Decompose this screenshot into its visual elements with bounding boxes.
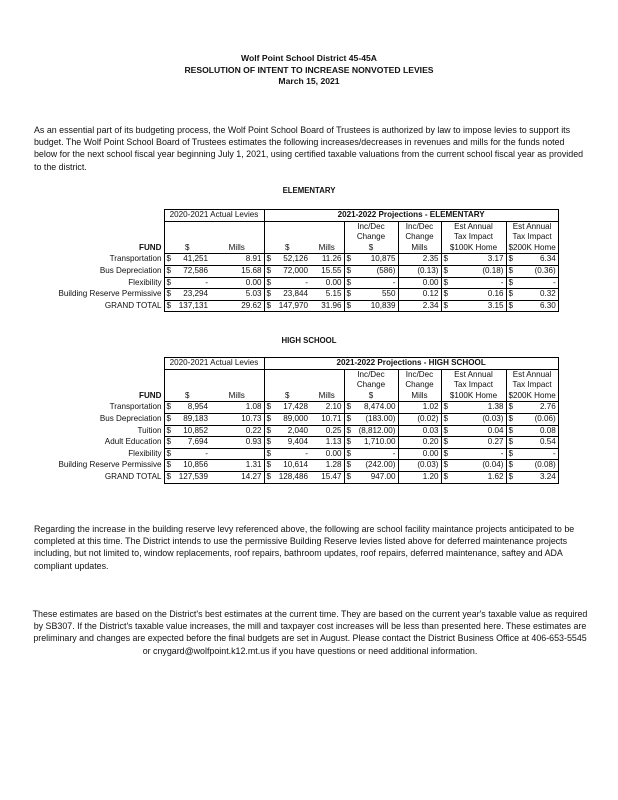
table-cell: Inc/Dec (344, 369, 398, 380)
table-header-row (30, 391, 558, 402)
table-cell: Flexibility (30, 448, 164, 460)
table-row (30, 448, 558, 460)
table-cell: $ (441, 460, 451, 472)
table-cell: $ (264, 277, 274, 289)
table-cell: 10,875 (354, 254, 398, 266)
table-cell: - (174, 448, 210, 460)
table-cell: - (274, 277, 310, 289)
table-cell: $ (506, 277, 516, 289)
table-cell: 23,294 (174, 289, 210, 301)
table-cell: $ (164, 300, 174, 312)
document-header (0, 53, 618, 88)
table-cell: $ (441, 277, 451, 289)
table-cell: Change (398, 232, 441, 243)
table-cell: $ (506, 448, 516, 460)
table-cell: $ (164, 425, 174, 437)
table-cell: (586) (354, 265, 398, 277)
table-cell: Tax Impact (506, 380, 558, 391)
table-cell: 15.55 (310, 265, 344, 277)
building-reserve-paragraph: Regarding the increase in the building reserve levy referenced above, the following are school facility maintance projects anticipated to be completed at this time. The District intends to use the permissive Building Reserve levies listed above for deferred maintenance projects including, but not limited to, window replacements, roof repairs, bathroom updates, roof repairs, deferred maintenance, saftey and ADA compliant updates. (34, 524, 575, 571)
table-cell: Mills (210, 243, 264, 254)
table-cell: $ (264, 300, 274, 312)
table-cell: 3.24 (516, 471, 558, 483)
table-header-row (30, 380, 558, 391)
table-cell: $ (506, 300, 516, 312)
table-cell: (0.06) (516, 413, 558, 425)
table-cell: $ (344, 448, 354, 460)
table-cell: 1.62 (451, 471, 506, 483)
table-group-header-row (30, 210, 558, 222)
table-cell (210, 448, 264, 460)
table-cell: - (451, 277, 506, 289)
table-cell: $ (164, 243, 210, 254)
table-cell: Bus Depreciation (30, 265, 164, 277)
table-cell: $ (164, 391, 210, 402)
projections-header: 2021-2022 Projections - HIGH SCHOOL (264, 358, 558, 370)
table-cell: (0.04) (451, 460, 506, 472)
table-cell: 0.08 (516, 425, 558, 437)
table-cell: (0.13) (398, 265, 441, 277)
table-cell: $ (506, 265, 516, 277)
table-cell: Bus Depreciation (30, 413, 164, 425)
table-cell: $ (264, 425, 274, 437)
table-cell: 0.27 (451, 437, 506, 449)
table-cell: 8,954 (174, 402, 210, 414)
table-cell: $ (164, 265, 174, 277)
actual-levies-header: 2020-2021 Actual Levies (164, 358, 264, 370)
table-row (30, 277, 558, 289)
table-cell: $100K Home (441, 391, 506, 402)
table-cell: Mills (318, 242, 335, 252)
table-cell: $ (284, 390, 290, 400)
table-cell: Adult Education (30, 437, 164, 449)
table-cell: GRAND TOTAL (30, 471, 164, 483)
table-cell: 72,000 (274, 265, 310, 277)
table-cell: 15.47 (310, 471, 344, 483)
table-cell: 0.93 (210, 437, 264, 449)
table-group-header-row (30, 358, 558, 370)
table-row (30, 265, 558, 277)
table-cell: $ (164, 254, 174, 266)
table-cell: 2.35 (398, 254, 441, 266)
table-cell: 1.02 (398, 402, 441, 414)
table-cell: 8,474.00 (354, 402, 398, 414)
table-cell: 947.00 (354, 471, 398, 483)
table-cell: 3.17 (451, 254, 506, 266)
table-cell: $200K Home (506, 243, 558, 254)
table-cell: (0.02) (398, 413, 441, 425)
table-cell: $ (344, 471, 354, 483)
table-cell: 2,040 (274, 425, 310, 437)
table-cell: $ (506, 437, 516, 449)
table-cell: $ (344, 460, 354, 472)
table-cell: Change (344, 380, 398, 391)
table-cell: Transportation (30, 254, 164, 266)
table-row (30, 460, 558, 472)
table-cell: $ (264, 265, 274, 277)
table-cell: $ (506, 413, 516, 425)
table-cell: 52,126 (274, 254, 310, 266)
resolution-date: March 15, 2021 (278, 76, 340, 86)
table-cell: 1,710.00 (354, 437, 398, 449)
table-cell: 1.13 (310, 437, 344, 449)
table-cell: Est Annual (506, 221, 558, 232)
table-cell: 128,486 (274, 471, 310, 483)
table-cell: $ (344, 265, 354, 277)
table-cell: 0.00 (398, 448, 441, 460)
highschool-levy-table (30, 357, 559, 484)
table-cell: (242.00) (354, 460, 398, 472)
table-cell: $200K Home (506, 391, 558, 402)
table-cell: $ (506, 460, 516, 472)
table-cell: 11.26 (310, 254, 344, 266)
table-cell: (8,812.00) (354, 425, 398, 437)
table-cell: $ (441, 289, 451, 301)
table-cell: $ (164, 471, 174, 483)
table-cell: $ (344, 437, 354, 449)
table-cell: 147,970 (274, 300, 310, 312)
table-cell: Inc/Dec (398, 369, 441, 380)
resolution-title: RESOLUTION OF INTENT TO INCREASE NONVOTED LEVIES (184, 64, 434, 75)
table-cell: 10.71 (310, 413, 344, 425)
table-cell: 10,856 (174, 460, 210, 472)
table-cell: 6.34 (516, 254, 558, 266)
table-cell: Flexibility (30, 277, 164, 289)
table-cell: 5.03 (210, 289, 264, 301)
table-cell: - (174, 277, 210, 289)
table-cell: $ (344, 413, 354, 425)
table-cell: - (354, 448, 398, 460)
table-cell: $ (506, 254, 516, 266)
table-cell: $ (506, 425, 516, 437)
elementary-title: ELEMENTARY (282, 186, 336, 195)
table-cell: - (354, 277, 398, 289)
table-cell: (0.03) (398, 460, 441, 472)
table-cell: $ (441, 254, 451, 266)
table-cell: 0.00 (310, 448, 344, 460)
table-cell: (0.08) (516, 460, 558, 472)
table-cell: 0.20 (398, 437, 441, 449)
table-cell: $ (264, 413, 274, 425)
table-cell: 1.31 (210, 460, 264, 472)
table-cell: (0.18) (451, 265, 506, 277)
table-cell: $ (344, 243, 398, 254)
table-cell: 1.20 (398, 471, 441, 483)
table-cell: 0.25 (310, 425, 344, 437)
table-cell: 0.16 (451, 289, 506, 301)
table-cell: 5.15 (310, 289, 344, 301)
table-row (30, 254, 558, 266)
table-cell: 17,428 (274, 402, 310, 414)
table-cell: $ (264, 448, 274, 460)
table-cell: - (274, 448, 310, 460)
table-cell: 23,844 (274, 289, 310, 301)
table-cell: 89,183 (174, 413, 210, 425)
intro-paragraph: As an essential part of its budgeting process, the Wolf Point School Board of Trustees is authorized by law to impose levies to support its budget. The Wolf Point School Board of Trustees estimates the following increases/decreases in revenues and mills for the funds noted below for the next school fiscal year beginning July 1, 2021, using certified taxable valuations from the current school fiscal year as provided to the district. (34, 125, 584, 172)
table-cell: 89,000 (274, 413, 310, 425)
table-cell: $ (506, 471, 516, 483)
table-header-row (30, 243, 558, 254)
table-row (30, 413, 558, 425)
table-cell: 0.54 (516, 437, 558, 449)
table-cell: 10,839 (354, 300, 398, 312)
table-cell: 72,586 (174, 265, 210, 277)
table-cell: $ (264, 471, 274, 483)
elementary-levy-table (30, 209, 559, 312)
table-cell: 0.12 (398, 289, 441, 301)
table-row (30, 471, 558, 483)
projections-header: 2021-2022 Projections - ELEMENTARY (264, 210, 558, 222)
fund-column-header: FUND (139, 391, 162, 401)
table-row (30, 289, 558, 301)
table-cell: $ (164, 289, 174, 301)
table-cell: $ (441, 437, 451, 449)
table-cell: 15.68 (210, 265, 264, 277)
table-header-row (30, 369, 558, 380)
table-cell: $ (344, 402, 354, 414)
table-cell: 7,694 (174, 437, 210, 449)
table-cell: Tax Impact (441, 380, 506, 391)
table-row (30, 437, 558, 449)
table-cell: 10,852 (174, 425, 210, 437)
table-cell: 0.32 (516, 289, 558, 301)
table-cell: $ (164, 448, 174, 460)
table-cell: 41,251 (174, 254, 210, 266)
table-cell: Change (344, 232, 398, 243)
table-cell: 6.30 (516, 300, 558, 312)
table-cell: 9,404 (274, 437, 310, 449)
table-cell: 29.62 (210, 300, 264, 312)
actual-levies-header: 2020-2021 Actual Levies (164, 210, 264, 222)
table-row (30, 425, 558, 437)
table-cell: $ (441, 402, 451, 414)
table-cell: $ (344, 391, 398, 402)
table-cell: Tax Impact (506, 232, 558, 243)
table-cell: 10.73 (210, 413, 264, 425)
table-cell: 1.38 (451, 402, 506, 414)
table-cell: $ (264, 254, 274, 266)
table-cell: $ (264, 289, 274, 301)
table-cell: 137,131 (174, 300, 210, 312)
table-cell: Mills (398, 243, 441, 254)
table-cell: $ (344, 300, 354, 312)
table-header-row (30, 221, 558, 232)
table-cell: Mills (398, 391, 441, 402)
table-cell: $ (164, 402, 174, 414)
table-cell: $ (164, 413, 174, 425)
table-cell: - (516, 277, 558, 289)
table-cell: $ (344, 289, 354, 301)
table-cell: $ (344, 254, 354, 266)
table-cell: Mills (318, 390, 335, 400)
table-cell: 0.04 (451, 425, 506, 437)
table-cell: $ (344, 277, 354, 289)
table-cell: Tuition (30, 425, 164, 437)
table-row (30, 300, 558, 312)
table-cell: Inc/Dec (398, 221, 441, 232)
table-cell: Building Reserve Permissive (30, 460, 164, 472)
table-cell: $ (284, 242, 290, 252)
fund-column-header: FUND (139, 243, 162, 253)
table-cell: 0.03 (398, 425, 441, 437)
table-cell: 0.00 (398, 277, 441, 289)
table-cell: $ (164, 277, 174, 289)
table-cell: Inc/Dec (344, 221, 398, 232)
table-cell: 10,614 (274, 460, 310, 472)
table-cell: 2.76 (516, 402, 558, 414)
table-cell: $ (441, 448, 451, 460)
table-row (30, 402, 558, 414)
table-cell: $ (506, 289, 516, 301)
table-cell: Transportation (30, 402, 164, 414)
disclaimer-paragraph: These estimates are based on the District's best estimates at the current time. They are based on the current year's taxable value as required by SB307. If the District's taxable value increases, the mill and taxpayer cost increases will be less than presented here. These estimates are preliminary and changes are expected before the final budgets are set in August. Please contact the District Business Office at 406-653-5545 or cnygard@wolfpoint.k12.mt.us if you have questions or need additional information. (32, 609, 588, 656)
table-cell: $100K Home (441, 243, 506, 254)
table-cell: 31.96 (310, 300, 344, 312)
table-cell: 2.10 (310, 402, 344, 414)
table-cell: $ (264, 402, 274, 414)
table-header-row (30, 232, 558, 243)
table-cell: 3.15 (451, 300, 506, 312)
table-cell: 1.28 (310, 460, 344, 472)
table-cell: GRAND TOTAL (30, 300, 164, 312)
district-name: Wolf Point School District 45-45A (241, 53, 377, 63)
table-cell: Mills (210, 391, 264, 402)
table-cell: $ (264, 460, 274, 472)
table-cell: 550 (354, 289, 398, 301)
table-cell: $ (264, 437, 274, 449)
table-cell: $ (441, 471, 451, 483)
table-cell: (0.03) (451, 413, 506, 425)
table-cell: $ (441, 425, 451, 437)
table-cell: $ (164, 460, 174, 472)
table-cell: - (451, 448, 506, 460)
table-cell: $ (441, 413, 451, 425)
table-cell: 0.00 (210, 277, 264, 289)
table-cell: 0.22 (210, 425, 264, 437)
highschool-title: HIGH SCHOOL (281, 336, 337, 345)
table-cell: Tax Impact (441, 232, 506, 243)
table-cell: $ (506, 402, 516, 414)
table-cell: - (516, 448, 558, 460)
table-cell: (0.36) (516, 265, 558, 277)
table-cell: $ (441, 300, 451, 312)
table-cell: $ (344, 425, 354, 437)
table-cell: 8.91 (210, 254, 264, 266)
table-cell: 0.00 (310, 277, 344, 289)
table-cell: $ (441, 265, 451, 277)
table-cell: 14.27 (210, 471, 264, 483)
table-cell: Est Annual (441, 221, 506, 232)
table-cell: Est Annual (506, 369, 558, 380)
table-cell: 1.08 (210, 402, 264, 414)
table-cell: 127,539 (174, 471, 210, 483)
table-cell: 2.34 (398, 300, 441, 312)
table-cell: Change (398, 380, 441, 391)
table-cell: Est Annual (441, 369, 506, 380)
table-cell: (183.00) (354, 413, 398, 425)
table-cell: Building Reserve Permissive (30, 289, 164, 301)
table-cell: $ (164, 437, 174, 449)
